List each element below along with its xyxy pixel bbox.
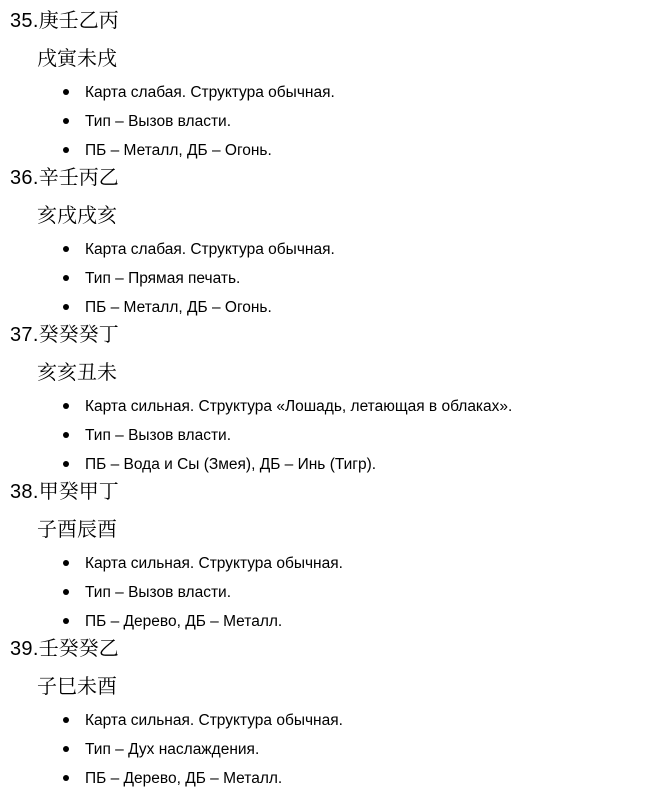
bullet-dot bbox=[63, 89, 69, 95]
bullet-dot bbox=[63, 589, 69, 595]
bullet-list bbox=[0, 706, 669, 793]
bullet-item bbox=[85, 264, 669, 293]
bullet-dot bbox=[63, 118, 69, 124]
item-number: 35. bbox=[10, 10, 39, 32]
bullet-text: Карта сильная. Структура «Лошадь, летающая в облаках». bbox=[85, 398, 513, 415]
bullet-dot bbox=[63, 775, 69, 781]
list-item-35 bbox=[0, 8, 669, 165]
item-heading bbox=[10, 636, 669, 662]
bullet-dot bbox=[63, 147, 69, 153]
bullet-dot bbox=[63, 746, 69, 752]
bullet-list bbox=[0, 78, 669, 165]
heavenly-stems: 庚壬乙丙 bbox=[38, 10, 119, 32]
bullet-item bbox=[85, 450, 669, 479]
bullet-item bbox=[85, 293, 669, 322]
earthly-branches: 戌寅未戌 bbox=[37, 48, 117, 70]
bullet-text: ПБ – Дерево, ДБ – Металл. bbox=[85, 770, 283, 787]
bullet-dot bbox=[63, 560, 69, 566]
bullet-item bbox=[85, 706, 669, 735]
bullet-item bbox=[85, 764, 669, 793]
bullet-text: ПБ – Дерево, ДБ – Металл. bbox=[85, 613, 283, 630]
bullet-text: Карта слабая. Структура обычная. bbox=[85, 84, 335, 101]
item-number: 36. bbox=[10, 167, 39, 189]
bullet-dot bbox=[63, 432, 69, 438]
heavenly-stems: 壬癸癸乙 bbox=[38, 638, 119, 660]
bullet-item bbox=[85, 136, 669, 165]
earthly-branches: 亥戌戌亥 bbox=[37, 205, 117, 227]
bullet-list bbox=[0, 392, 669, 479]
item-heading bbox=[10, 165, 669, 191]
bullet-text: Тип – Вызов власти. bbox=[85, 427, 232, 444]
bullet-item bbox=[85, 607, 669, 636]
bullet-list bbox=[0, 549, 669, 636]
earthly-branches: 子巳未酉 bbox=[37, 676, 117, 698]
earthly-branches: 子酉辰酉 bbox=[37, 519, 117, 541]
item-number: 38. bbox=[10, 481, 39, 503]
item-number: 37. bbox=[10, 324, 39, 346]
bullet-list bbox=[0, 235, 669, 322]
heavenly-stems: 甲癸甲丁 bbox=[38, 481, 119, 503]
list-item-38 bbox=[0, 479, 669, 636]
bullet-item bbox=[85, 392, 669, 421]
bullet-item bbox=[85, 421, 669, 450]
heavenly-stems: 辛壬丙乙 bbox=[38, 167, 119, 189]
bullet-item bbox=[85, 735, 669, 764]
bullet-dot bbox=[63, 304, 69, 310]
bullet-text: Карта сильная. Структура обычная. bbox=[85, 555, 343, 572]
list-item-37 bbox=[0, 322, 669, 479]
bullet-dot bbox=[63, 246, 69, 252]
item-heading bbox=[10, 8, 669, 34]
bullet-item bbox=[85, 549, 669, 578]
bullet-item bbox=[85, 578, 669, 607]
bullet-dot bbox=[63, 403, 69, 409]
heavenly-stems: 癸癸癸丁 bbox=[38, 324, 119, 346]
list-item-39 bbox=[0, 636, 669, 793]
earthly-branches: 亥亥丑未 bbox=[37, 362, 117, 384]
item-heading bbox=[10, 322, 669, 348]
bullet-text: ПБ – Металл, ДБ – Огонь. bbox=[85, 299, 272, 316]
bullet-dot bbox=[63, 461, 69, 467]
list-item-36 bbox=[0, 165, 669, 322]
bullet-text: ПБ – Металл, ДБ – Огонь. bbox=[85, 142, 272, 159]
bullet-item bbox=[85, 107, 669, 136]
item-number: 39. bbox=[10, 638, 39, 660]
item-heading bbox=[10, 479, 669, 505]
bullet-dot bbox=[63, 717, 69, 723]
bullet-text: Карта слабая. Структура обычная. bbox=[85, 241, 335, 258]
bullet-text: Тип – Дух наслаждения. bbox=[85, 741, 260, 758]
bullet-text: ПБ – Вода и Сы (Змея), ДБ – Инь (Тигр). bbox=[85, 456, 377, 473]
bullet-text: Тип – Вызов власти. bbox=[85, 113, 232, 130]
bullet-text: Карта сильная. Структура обычная. bbox=[85, 712, 343, 729]
bullet-text: Тип – Вызов власти. bbox=[85, 584, 232, 601]
bullet-item bbox=[85, 235, 669, 264]
bullet-dot bbox=[63, 618, 69, 624]
bullet-dot bbox=[63, 275, 69, 281]
bullet-item bbox=[85, 78, 669, 107]
bullet-text: Тип – Прямая печать. bbox=[85, 270, 241, 287]
